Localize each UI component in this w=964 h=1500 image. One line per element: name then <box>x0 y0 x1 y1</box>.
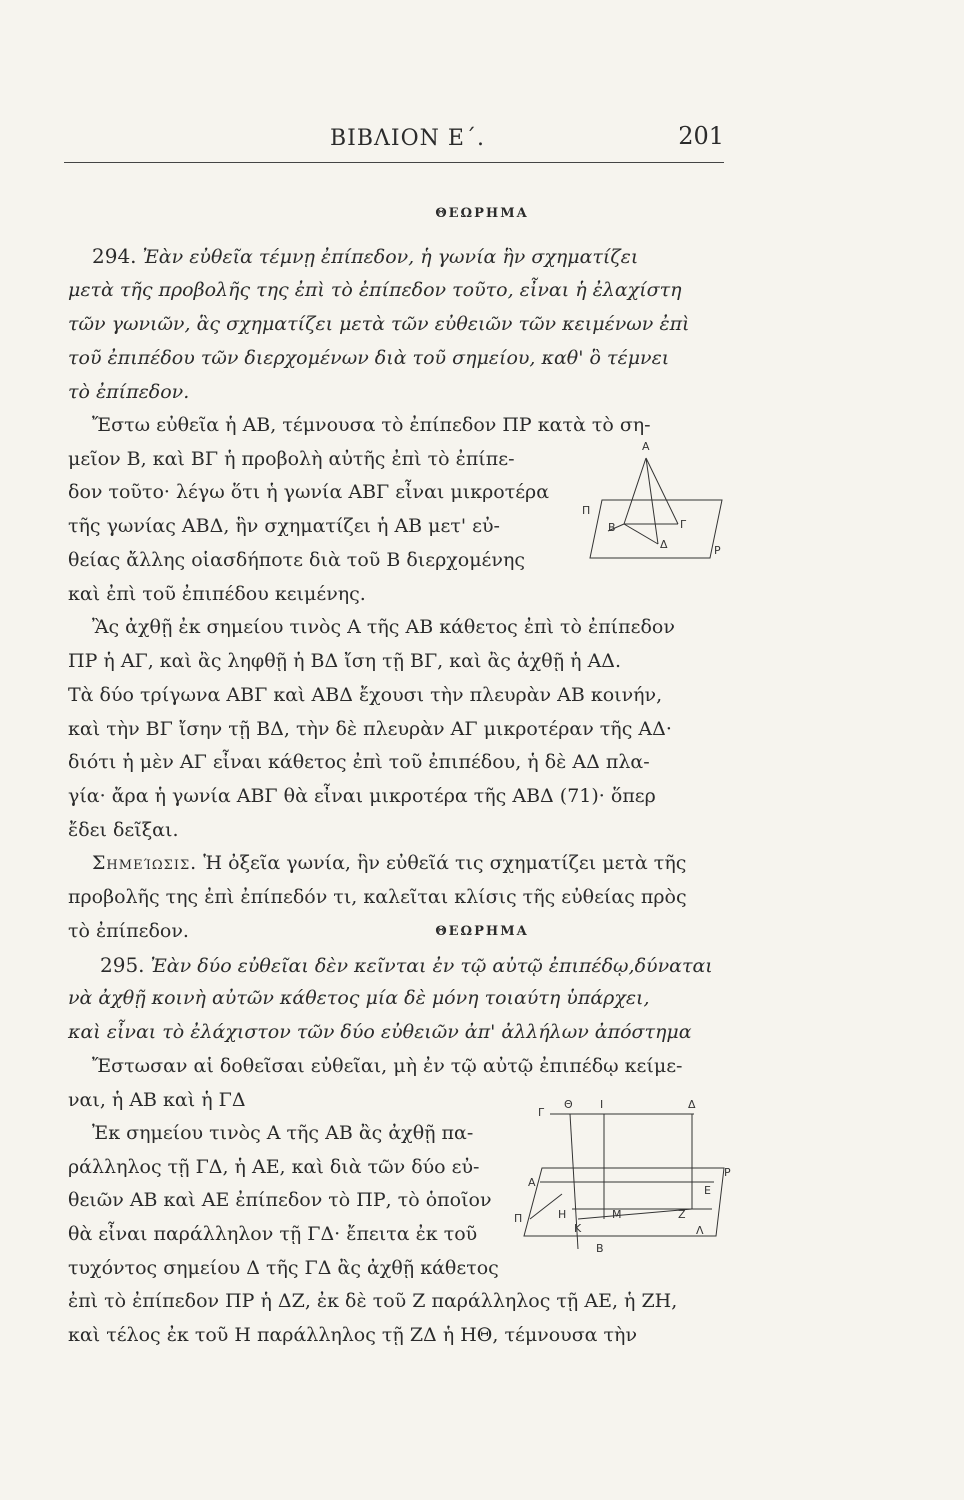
proof-line: Ἐκ σημείου τινὸς Α τῆς ΑΒ ἂς ἀχθῇ πα- <box>92 1122 474 1144</box>
line-bd <box>624 524 658 544</box>
label-h: Η <box>558 1208 567 1221</box>
proof-line: τῆς γωνίας ΑΒΔ, ἣν σχηματίζει ἡ ΑΒ μετ' εὐ- <box>68 515 500 537</box>
figure-295 <box>512 1094 742 1268</box>
proof-line: ἔδει δεῖξαι. <box>68 819 179 841</box>
remark-line: τὸ ἐπίπεδον. <box>68 920 189 942</box>
label-z: Ζ <box>678 1208 686 1221</box>
statement-line <box>100 953 713 977</box>
header-rule <box>64 162 724 163</box>
proof-line: καὶ ἐπὶ τοῦ ἐπιπέδου κειμένης. <box>68 583 366 605</box>
label-d: Δ <box>688 1098 696 1111</box>
statement-line <box>92 244 728 268</box>
remark-line <box>92 852 686 874</box>
remark-text: Ἡ ὀξεῖα γωνία, ἣν εὐθεῖά τις σχηματίζει μετὰ τῆς <box>203 852 687 874</box>
proof-line: Ἂς ἀχθῇ ἐκ σημείου τινὸς Α τῆς ΑΒ κάθετος ἐπὶ τὸ ἐπίπεδον <box>92 616 675 638</box>
label-r: Ρ <box>724 1166 731 1179</box>
proof-line: μεῖον Β, καὶ ΒΓ ἡ προβολὴ αὐτῆς ἐπὶ τὸ ἐπίπε- <box>68 448 515 470</box>
proof-line: ΠΡ ἡ ΑΓ, καὶ ἂς ληφθῇ ἡ ΒΔ ἴση τῇ ΒΓ, καὶ ἂς ἀχθῇ ἡ ΑΔ. <box>68 650 622 672</box>
proof-line: ράλληλος τῇ ΓΔ, ἡ ΑΕ, καὶ διὰ τῶν δύο εὐ- <box>68 1156 480 1178</box>
proof-line: καὶ τὴν ΒΓ ἴσην τῇ ΒΔ, τὴν δὲ πλευρὰν ΑΓ μικροτέραν τῆς ΑΔ· <box>68 718 672 740</box>
line-zh <box>578 1209 692 1219</box>
plane-outline <box>524 1168 724 1236</box>
label-b: Β <box>608 521 616 534</box>
figure-294 <box>580 436 730 590</box>
label-g: Γ <box>538 1106 545 1119</box>
theorem-number-294: 294. <box>92 244 137 268</box>
line-ab <box>624 458 646 524</box>
proof-line: Ἔστω εὐθεῖα ἡ ΑΒ, τέμνουσα τὸ ἐπίπεδον ΠΡ κατὰ τὸ ση- <box>92 414 651 436</box>
proof-line: Τὰ δύο τρίγωνα ΑΒΓ καὶ ΑΒΔ ἔχουσι τὴν πλευρὰν ΑΒ κοινήν, <box>68 684 663 706</box>
label-i: Ι <box>600 1098 604 1111</box>
label-d: Δ <box>660 538 668 551</box>
statement-line: νὰ ἀχθῇ κοινὴ αὐτῶν κάθετος μία δὲ μόνη τοιαύτη ὑπάρχει, <box>68 987 650 1009</box>
remark-line: προβολῆς της ἐπὶ ἐπίπεδόν τι, καλεῖται κλίσις τῆς εὐθείας πρὸς <box>68 886 687 908</box>
proof-line: διότι ἡ μὲν ΑΓ εἶναι κάθετος ἐπὶ τοῦ ἐπιπέδου, ἡ δὲ ΑΔ πλα- <box>68 751 650 773</box>
proof-line: θειῶν ΑΒ καὶ ΑΕ ἐπίπεδον τὸ ΠΡ, τὸ ὁποῖον <box>68 1189 492 1211</box>
proof-line: γία· ἄρα ἡ γωνία ΑΒΓ θὰ εἶναι μικροτέρα τῆς ΑΒΔ (71)· ὅπερ <box>68 785 656 807</box>
theorem-heading-295: ΘΕΩΡΗΜΑ <box>435 924 529 939</box>
remark-label: Σημείωσις. <box>92 852 198 874</box>
label-b: Β <box>596 1242 604 1255</box>
proof-line: Ἔστωσαν αἱ δοθεῖσαι εὐθεῖαι, μὴ ἐν τῷ αὐτῷ ἐπιπέδῳ κείμε- <box>92 1055 683 1077</box>
running-title: ΒΙΒΛΙΟΝ Ε΄. <box>330 126 485 151</box>
page-number: 201 <box>678 122 724 150</box>
statement-text: Ἐὰν εὐθεῖα τέμνῃ ἐπίπεδον, ἡ γωνία ἣν σχηματίζει <box>142 246 639 268</box>
proof-line: ἐπὶ τὸ ἐπίπεδον ΠΡ ἡ ΔΖ, ἐκ δὲ τοῦ Ζ παράλληλος τῇ ΑΕ, ἡ ΖΗ, <box>68 1290 678 1312</box>
label-k: Κ <box>574 1222 582 1235</box>
proof-line: ναι, ἡ ΑΒ καὶ ἡ ΓΔ <box>68 1089 246 1111</box>
figure-294-drawing <box>580 436 730 586</box>
label-pi: Π <box>514 1212 523 1225</box>
proof-line: καὶ τέλος ἐκ τοῦ Η παράλληλος τῇ ΖΔ ἡ ΗΘ, τέμνουσα τὴν <box>68 1324 637 1346</box>
theorem-heading-294: ΘΕΩΡΗΜΑ <box>435 206 529 221</box>
label-p: Π <box>582 504 591 517</box>
statement-line: τῶν γωνιῶν, ἃς σχηματίζει μετὰ τῶν εὐθειῶν τῶν κειμένων ἐπὶ <box>68 313 690 335</box>
label-r: Ρ <box>714 544 721 557</box>
statement-line: καὶ εἶναι τὸ ἐλάχιστον τῶν δύο εὐθειῶν ἀπ' ἀλλήλων ἀπόστημα <box>68 1021 692 1043</box>
statement-line: τὸ ἐπίπεδον. <box>68 381 190 403</box>
running-header <box>64 122 724 162</box>
label-a: Α <box>642 440 650 453</box>
proof-line: θείας ἄλλης οἱασδήποτε διὰ τοῦ Β διερχομένης <box>68 549 525 571</box>
label-g: Γ <box>680 518 687 531</box>
proof-line: δον τοῦτο· λέγω ὅτι ἡ γωνία ΑΒΓ εἶναι μικροτέρα <box>68 481 550 503</box>
label-l: Λ <box>696 1224 704 1237</box>
theorem-number-295: 295. <box>100 953 145 977</box>
label-a: Α <box>528 1176 536 1189</box>
proof-line: θὰ εἶναι παράλληλον τῇ ΓΔ· ἔπειτα ἐκ τοῦ <box>68 1223 478 1245</box>
label-m: Μ <box>612 1208 622 1221</box>
statement-line: μετὰ τῆς προβολῆς της ἐπὶ τὸ ἐπίπεδον τοῦτο, εἶναι ἡ ἐλαχίστη <box>68 279 682 301</box>
label-th: Θ <box>564 1098 573 1111</box>
figure-295-drawing <box>512 1094 742 1264</box>
proof-line: τυχόντος σημείου Δ τῆς ΓΔ ἂς ἀχθῇ κάθετος <box>68 1257 499 1279</box>
statement-line: τοῦ ἐπιπέδου τῶν διερχομένων διὰ τοῦ σημείου, καθ' ὃ τέμνει <box>68 347 670 369</box>
statement-text: Ἐὰν δύο εὐθεῖαι δὲν κεῖνται ἐν τῷ αὐτῷ ἐπιπέδῳ,δύναται <box>150 955 713 977</box>
label-e: Ε <box>704 1184 711 1197</box>
